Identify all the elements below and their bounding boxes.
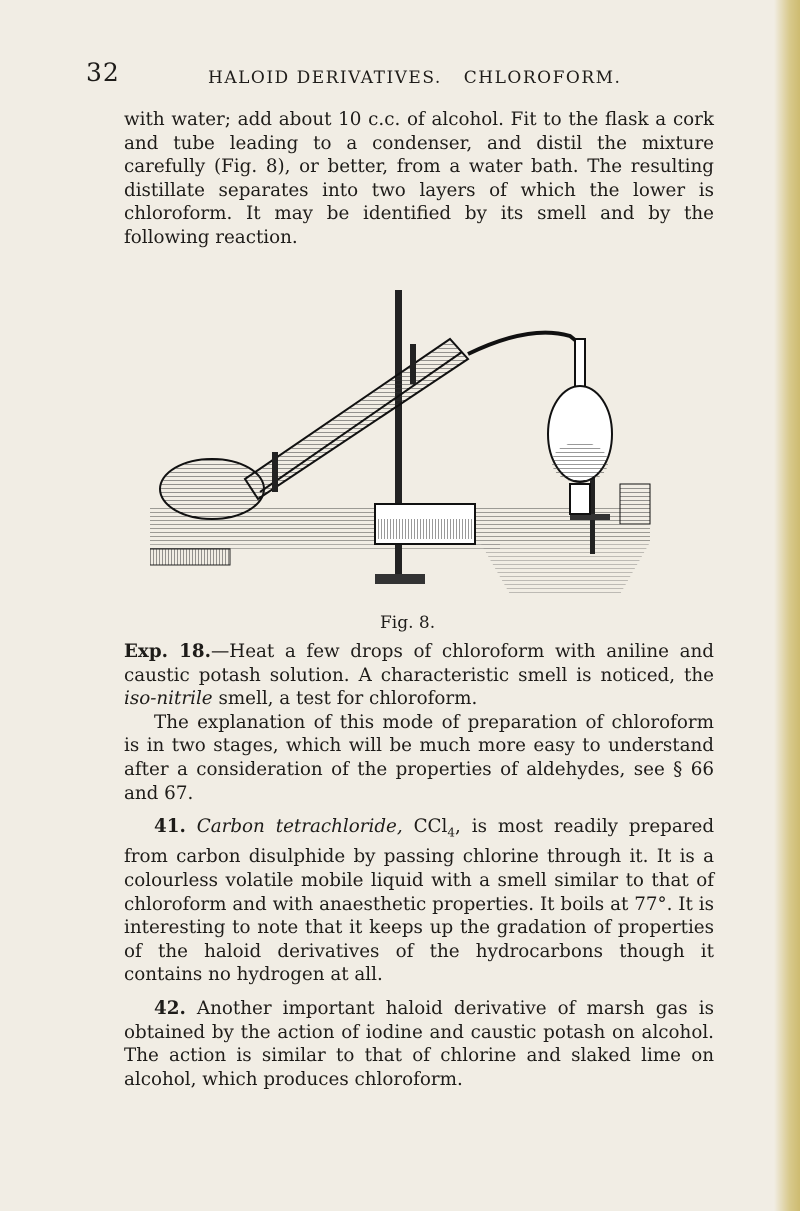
running-head-left: HALOID DERIVATIVES. [208,68,442,88]
running-head [208,68,621,88]
section-42-text: Another important haloid derivative of marsh gas is obtained by the action of iodine and caustic potash on alcohol. The action is similar to that of chlorine and slaked lime on alcohol, which produces chloroform. [124,997,715,1090]
exp-18-text-a: —Heat a few drops of chloroform with aniline and caustic potash solution. A characteristic smell is noticed, the [124,641,715,686]
section-42-paragraph [124,997,714,1091]
page-number: 32 [86,58,120,87]
top-paragraph-block [124,108,714,250]
exp-18-label: Exp. 18. [124,641,211,662]
running-head-right: CHLOROFORM. [463,68,622,88]
section-41-title: Carbon tetrachloride, [196,816,403,838]
exp-18-italic: iso-nitrile [124,688,213,710]
top-paragraph: with water; add about 10 c.c. of alcohol. Fit to the flask a cork and tube leading to a condenser, and distil the mixture carefully (Fig. 8), or better, from a water bath. The resulting distillate separates into two layers of which the lower is chloroform. It may be identified by its smell and by the following reaction. [124,109,714,248]
section-41-paragraph [124,815,714,987]
distillation-apparatus-illustration [150,284,690,604]
page-edge [774,0,800,1211]
figure-caption: Fig. 8. [380,613,436,633]
section-41-formula: CCl$_4$ [413,816,456,840]
section-42-number: 42. [154,997,186,1019]
section-41-number: 41. [154,816,186,838]
lower-text-block [124,640,714,1091]
section-41-text: , is most readily prepared from carbon disulphide by passing chlorine through it. It is a colourless volatile mobile liquid with a smell similar to that of chloroform and with anaesthetic properties. It boils at 77°. It is interesting to note that it keeps up the gradation of properties of the haloid derivatives of the hydrocarbons though it contains no hydrogen at all. [124,816,715,986]
figure-8 [150,284,690,604]
explanation-paragraph: The explanation of this mode of preparation of chloroform is in two stages, which will be much more easy to understand after a consideration of the properties of aldehydes, see § 66 and 67. [124,711,714,804]
exp-18-paragraph [124,640,714,711]
exp-18-text-b: smell, a test for chloroform. [212,688,478,710]
